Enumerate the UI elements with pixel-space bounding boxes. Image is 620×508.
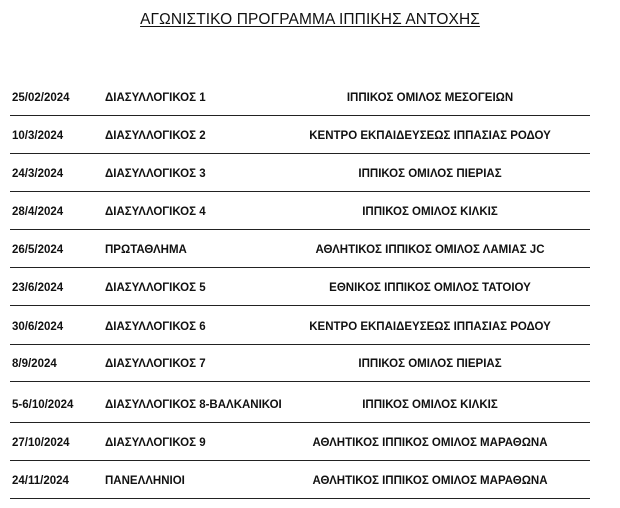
- row-venue: ΑΘΛΗΤΙΚΟΣ ΙΠΠΙΚΟΣ ΟΜΙΛΟΣ ΜΑΡΑΘΩΝΑ: [312, 437, 548, 449]
- row-venue: ΙΠΠΙΚΟΣ ΟΜΙΛΟΣ ΚΙΛΚΙΣ: [362, 206, 498, 218]
- row-venue: ΑΘΛΗΤΙΚΟΣ ΙΠΠΙΚΟΣ ΟΜΙΛΟΣ ΛΑΜΙΑΣ JC: [315, 244, 545, 256]
- row-event: ΔΙΑΣΥΛΛΟΓΙΚΟΣ 9: [105, 437, 206, 449]
- schedule-row: [10, 129, 590, 151]
- row-date: 5-6/10/2024: [12, 399, 74, 411]
- row-divider: [10, 115, 590, 116]
- row-venue: ΙΠΠΙΚΟΣ ΟΜΙΛΟΣ ΚΙΛΚΙΣ: [362, 399, 498, 411]
- row-venue: ΚΕΝΤΡΟ ΕΚΠΑΙΔΕΥΣΕΩΣ ΙΠΠΑΣΙΑΣ ΡΟΔΟΥ: [309, 321, 551, 333]
- row-event: ΔΙΑΣΥΛΛΟΓΙΚΟΣ 3: [105, 168, 206, 180]
- row-divider: [10, 191, 590, 192]
- row-event: ΔΙΑΣΥΛΛΟΓΙΚΟΣ 7: [105, 358, 206, 370]
- row-divider: [10, 460, 590, 461]
- row-divider: [10, 422, 590, 423]
- schedule-row: [10, 357, 590, 379]
- row-date: 30/6/2024: [12, 321, 64, 333]
- schedule-row: [10, 474, 590, 496]
- row-event: ΔΙΑΣΥΛΛΟΓΙΚΟΣ 1: [105, 92, 206, 104]
- row-date: 8/9/2024: [12, 358, 57, 370]
- schedule-row: [10, 91, 590, 113]
- row-divider: [10, 267, 590, 268]
- schedule-row: [10, 320, 590, 342]
- schedule-row: [10, 398, 590, 420]
- row-event: ΔΙΑΣΥΛΛΟΓΙΚΟΣ 4: [105, 206, 206, 218]
- row-date: 25/02/2024: [12, 92, 70, 104]
- row-divider: [10, 498, 590, 499]
- row-venue: ΑΘΛΗΤΙΚΟΣ ΙΠΠΙΚΟΣ ΟΜΙΛΟΣ ΜΑΡΑΘΩΝΑ: [312, 475, 548, 487]
- row-event: ΠΑΝΕΛΛΗΝΙΟΙ: [105, 475, 185, 487]
- row-date: 28/4/2024: [12, 206, 64, 218]
- row-date: 10/3/2024: [12, 130, 64, 142]
- row-divider: [10, 153, 590, 154]
- row-venue: ΙΠΠΙΚΟΣ ΟΜΙΛΟΣ ΠΙΕΡΙΑΣ: [358, 358, 502, 370]
- row-divider: [10, 344, 590, 345]
- schedule-row: [10, 281, 590, 303]
- schedule-row: [10, 436, 590, 458]
- row-venue: ΕΘΝΙΚΟΣ ΙΠΠΙΚΟΣ ΟΜΙΛΟΣ ΤΑΤΟΙΟΥ: [329, 282, 531, 294]
- row-event: ΔΙΑΣΥΛΛΟΓΙΚΟΣ 2: [105, 130, 206, 142]
- schedule-row: [10, 205, 590, 227]
- row-divider: [10, 229, 590, 230]
- document-title: ΑΓΩΝΙΣΤΙΚΟ ΠΡΟΓΡΑΜΜΑ ΙΠΠΙΚΗΣ ΑΝΤΟΧΗΣ: [140, 11, 480, 28]
- row-venue: ΙΠΠΙΚΟΣ ΟΜΙΛΟΣ ΠΙΕΡΙΑΣ: [358, 168, 502, 180]
- row-date: 27/10/2024: [12, 437, 70, 449]
- row-event: ΔΙΑΣΥΛΛΟΓΙΚΟΣ 6: [105, 321, 206, 333]
- row-divider: [10, 381, 590, 382]
- row-venue: ΚΕΝΤΡΟ ΕΚΠΑΙΔΕΥΣΕΩΣ ΙΠΠΑΣΙΑΣ ΡΟΔΟΥ: [309, 130, 551, 142]
- row-event: ΔΙΑΣΥΛΛΟΓΙΚΟΣ 5: [105, 282, 206, 294]
- schedule-row: [10, 243, 590, 265]
- row-divider: [10, 305, 590, 306]
- row-date: 26/5/2024: [12, 244, 64, 256]
- row-date: 23/6/2024: [12, 282, 64, 294]
- row-event: ΠΡΩΤΑΘΛΗΜΑ: [105, 244, 187, 256]
- row-event: ΔΙΑΣΥΛΛΟΓΙΚΟΣ 8-ΒΑΛΚΑΝΙΚΟΙ: [105, 399, 282, 411]
- row-date: 24/11/2024: [12, 475, 69, 487]
- schedule-row: [10, 167, 590, 189]
- row-date: 24/3/2024: [12, 168, 64, 180]
- row-venue: ΙΠΠΙΚΟΣ ΟΜΙΛΟΣ ΜΕΣΟΓΕΙΩΝ: [346, 92, 514, 104]
